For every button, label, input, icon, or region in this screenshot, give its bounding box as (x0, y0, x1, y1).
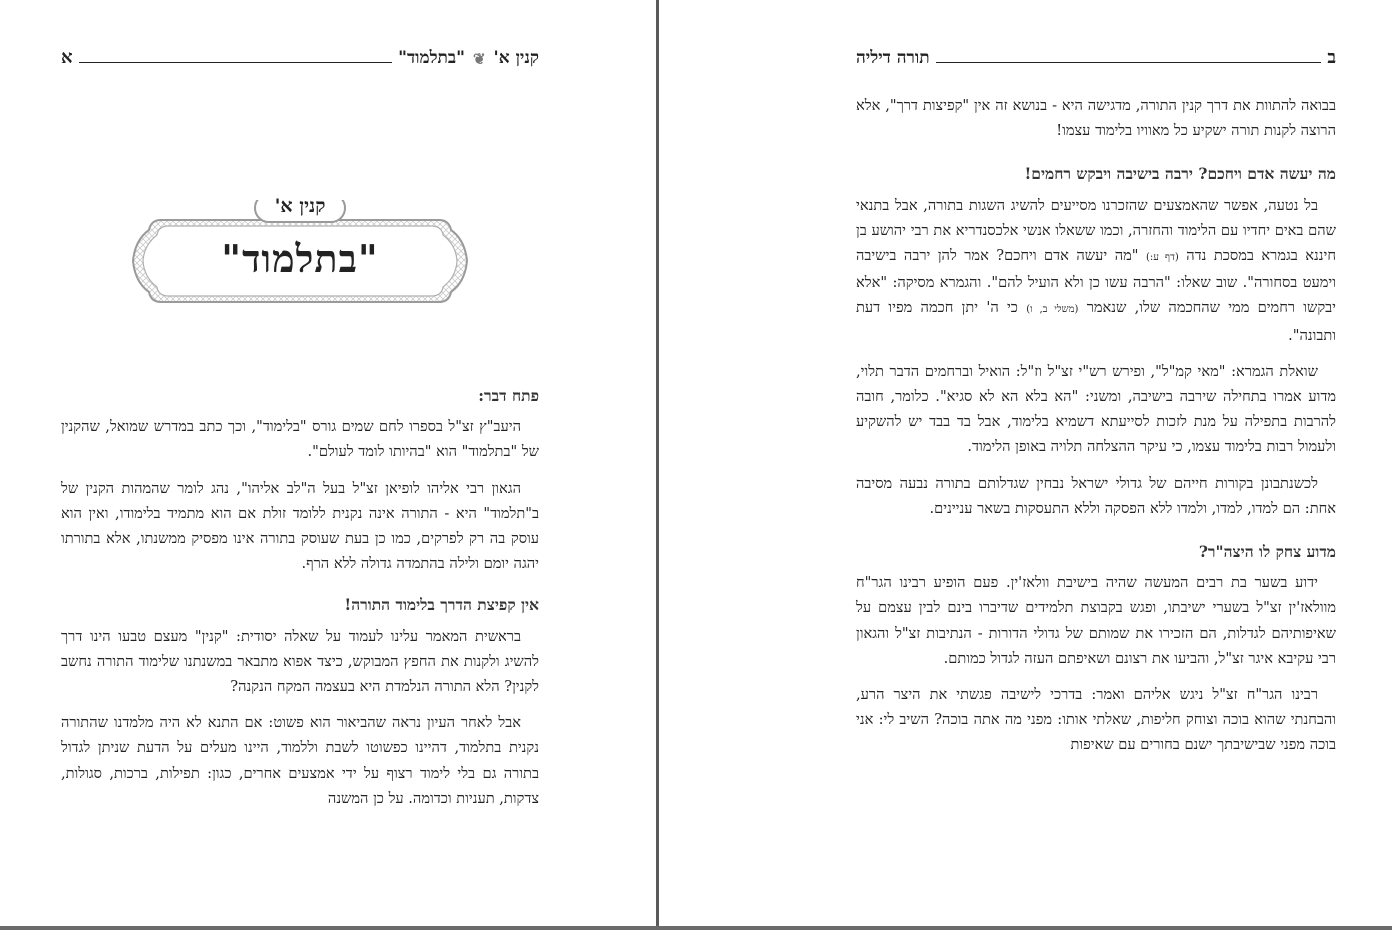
section-heading: מה יעשה אדם ויחכם? ירבה בישיבה ויבקש רחמים! (1024, 164, 1336, 184)
running-head-rule (936, 61, 1322, 63)
paragraph: רבינו הגר"ח זצ"ל ניגש אליהם ואמר: בדרכי לישיבה פגשתי את היצר הרע, והבחנתי שהוא בוכה וצוחק חליפות, שאלתי אותו: מפני מה אתה בוכה? השיב לי: אני בוכה מפני שבישיבתך ישנם בחורים עם שאיפות (856, 686, 1336, 754)
section-heading: מדוע צחק לו היצה"ר? (1198, 542, 1336, 562)
left-running-head (61, 38, 539, 68)
right-page-body (856, 93, 1336, 769)
right-page (659, 0, 1392, 926)
paragraph-text: כי ה' יתן חכמה מפיו דעת ותבונה". (856, 299, 1336, 344)
paragraph: היעב"ץ זצ"ל בספרו לחם שמים גורס "בלימוד", וכך כתב במדרש שמואל, שהקנין של "בתלמוד" הוא "בהיותו לומד לעולם". (61, 418, 539, 461)
left-page (0, 0, 657, 926)
paragraph: לכשנתבונן בקורות חייהם של גדולי ישראל נבחין שגדלותם בתורה נבעה מסיבה אחת: הם למדו, למדו, ולמדו ללא הפסקה וללא התעסקות בשאר עניינים. (856, 474, 1336, 517)
paragraph: בראשית המאמר עלינו לעמוד על שאלה יסודית: "קנין" מעצם טבעו הינו דרך להשיג ולקנות את החפץ המבוקש, כיצד אפוא מתבאר במשנתנו שלימוד התורה נחשב לקנין? הלא התורה הנלמדת היא בעצמה המקח הנקנה? (61, 627, 539, 696)
right-running-head (856, 38, 1336, 68)
intro-paragraph: בבואה להתוות את דרך קנין התורה, מדגישה היא - בנושא זה אין "קפיצות דרך", אלא הרוצה לקנות תורה ישקיע כל מאוויו בלימוד עצמו! (856, 97, 1336, 140)
paragraph-text: בל נטעה, אפשר שהאמצעים שהזכרנו מסייעים להשיג השגות בתורה, אבל בתנאי שהם באים יחדיו עם הלימוד והחזרה, וכמו ששאלו אנשי אלכסנדריא את רבי יהושע בן חיננא בגמרא במסכת נדה (856, 196, 1337, 265)
section-heading: פתח דבר: (478, 386, 539, 405)
bottom-rule (0, 926, 1392, 930)
chapter-title-box (131, 195, 469, 322)
running-head-subtitle: "בתלמוד" (398, 48, 465, 68)
running-head-rule (79, 61, 393, 63)
ornament-icon: ❦ (472, 50, 486, 68)
paragraph: שואלת הגמרא: "מאי קמ"ל", ופירש רש"י זצ"ל וז"ל: הואיל וברחמים הדבר תלוי, מדוע אמרו בתחילה שירבה בישיבה, ומשני: "הא בלא הא לא סגיא". כלומר, חובה להרבות בתפילה על מנת לזכות לסייעתא דשמיא בלימוד, אבל בד בבד יש להשקיע ולעמול רבות בלימוד עצמו, כי עיקר ההצלחה תלויה באופן הלימוד. (856, 362, 1336, 456)
running-head-title: קנין א' (493, 48, 539, 68)
left-page-body (61, 369, 539, 822)
page-number: ב (1327, 47, 1336, 68)
section-heading: אין קפיצת הדרך בלימוד התורה! (344, 595, 539, 615)
paragraph-text: "מה יעשה אדם ויחכם? אמר להן ירבה בישיבה וימעט בסחורה". שוב שאלו: "הרבה עשו כן ולא הועיל להם". והגמרא מסיקה: "אלא יבקשו רחמים ממי שהחכמה שלו, שנאמר (856, 247, 1336, 317)
source-citation: (משלי ב, ו) (1026, 304, 1079, 316)
paragraph: הגאון רבי אליהו לופיאן זצ"ל בעל ה"לב אליהו", נהג לומר שהמהות הקנין של ב"תלמוד" היא - התורה אינה נקנית ללומד זולת אם הוא מתמיד בלימודו, ואין הוא עוסק בה רק לפרקים, כמו כן בעת שעוסק בתורה אינו מפסיק ממשנתו, אלא בתורתו יהגה יומם ולילה בהתמדה גדולה ללא הרף. (61, 479, 539, 573)
chapter-title: "בתלמוד" (221, 236, 379, 281)
paragraph: ידוע בשער בת רבים המעשה שהיה בישיבת וולאז'ין. פעם הופיע רבינו הגר"ח מוולאז'ין זצ"ל בשערי ישיבתו, ופגש בקבוצת תלמידים שדיברו בינם לבין עצמם על שאיפותיהם לגדלות, הם הזכירו את שמותם של גדולי הדורות - הנתיבות זצ"ל והגאון רבי עקיבא איגר זצ"ל, והביעו את רצונם ושאיפתם העזה לגדול כמותם. (856, 574, 1336, 667)
paragraph: אבל לאחר העיון נראה שהביאור הוא פשוט: אם התנא לא היה מלמדנו שהתורה נקנית בתלמוד, דהיינו כפשוטו לשבת וללמוד, היינו מעלים על הדעת שניתן לגדול בתורה גם בלי לימוד רצוף על ידי אמצעים אחרים, כגון: תפילות, ברכות, סגולות, צדקות, תעניות וכדומה. על כן המשנה (61, 714, 539, 807)
page-number: א (61, 47, 73, 68)
source-citation: (דף ע:) (1145, 252, 1179, 264)
chapter-label: קנין א' (274, 195, 326, 217)
running-head-title: תורה דיליה (856, 48, 930, 68)
paragraph (856, 193, 1336, 348)
